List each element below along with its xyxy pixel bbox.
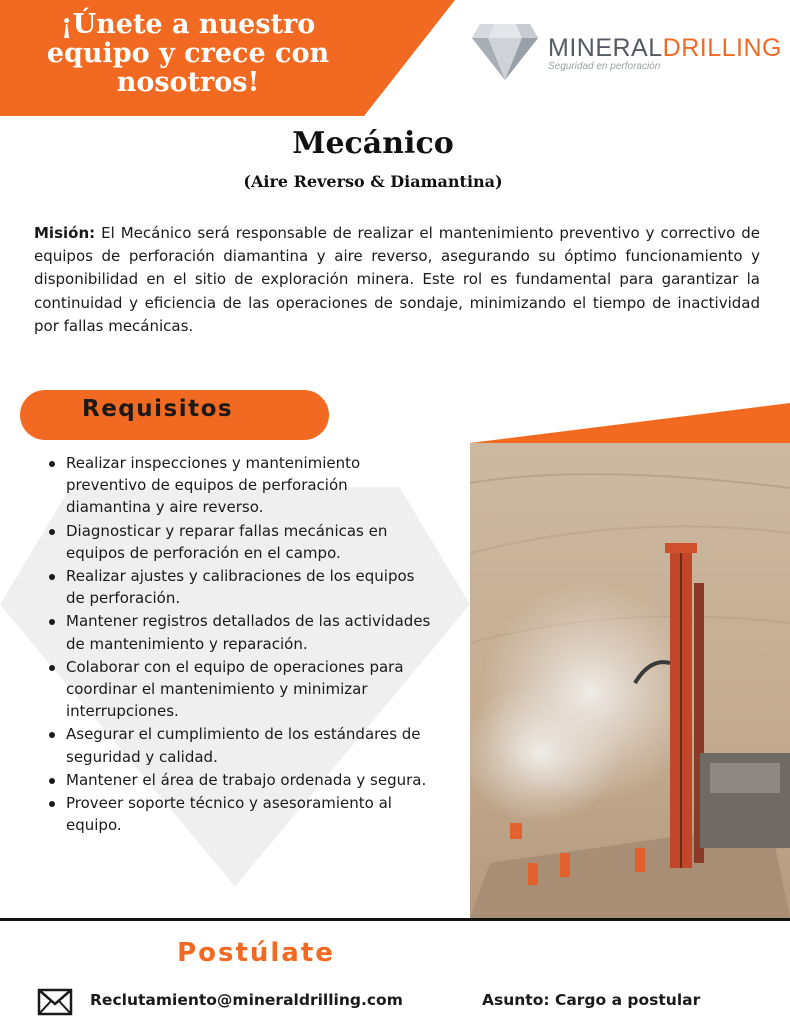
footer-divider: [0, 918, 790, 921]
drilling-rig-photo: [470, 443, 790, 918]
requirements-list: [46, 452, 436, 837]
list-item: Realizar ajustes y calibraciones de los equipos de perforación.: [46, 565, 436, 609]
list-item: Mantener registros detallados de las actividades de mantenimiento y reparación.: [46, 610, 436, 654]
mission-label: Misión:: [34, 224, 96, 242]
apply-heading: Postúlate: [177, 938, 335, 968]
mission-paragraph: [34, 222, 760, 338]
list-item: Mantener el área de trabajo ordenada y segura.: [46, 769, 436, 791]
job-title: Mecánico: [292, 126, 454, 161]
logo-name-drilling: DRILLING: [662, 34, 782, 62]
logo-tagline: Seguridad en perforación: [548, 61, 661, 72]
list-item: Diagnosticar y reparar fallas mecánicas en equipos de perforación en el campo.: [46, 520, 436, 564]
list-item: Asegurar el cumplimiento de los estándares de seguridad y calidad.: [46, 723, 436, 767]
diamond-icon: [472, 22, 538, 80]
job-subtitle: (Aire Reverso & Diamantina): [243, 172, 503, 191]
header-slogan: ¡Únete a nuestro equipo y crece con nosotros!: [46, 9, 330, 98]
requirements-heading: Requisitos: [82, 396, 234, 422]
list-item: Colaborar con el equipo de operaciones para coordinar el mantenimiento y minimizar interrupciones.: [46, 656, 436, 723]
mail-icon: [37, 988, 73, 1016]
recruitment-email-link[interactable]: Reclutamiento@mineraldrilling.com: [90, 991, 403, 1009]
logo-wordmark: [548, 34, 782, 63]
logo-name-mineral: MINERAL: [548, 34, 663, 62]
mission-text: El Mecánico será responsable de realizar el mantenimiento preventivo y correctivo de equipos de perforación diamantina y aire reverso, asegurando su óptimo funcionamiento y disponibilidad en el sitio de exploración minera. Este rol es fundamental para garantizar la continuidad y eficiencia de las operaciones de sondaje, minimizando el tiempo de inactividad por fallas mecánicas.: [34, 224, 760, 335]
list-item: Proveer soporte técnico y asesoramiento al equipo.: [46, 792, 436, 836]
company-logo: [472, 22, 782, 82]
email-subject-note: Asunto: Cargo a postular: [482, 991, 701, 1009]
list-item: Realizar inspecciones y mantenimiento preventivo de equipos de perforación diamantina y aire reverso.: [46, 452, 436, 519]
photo-accent-stripe: [470, 403, 790, 443]
